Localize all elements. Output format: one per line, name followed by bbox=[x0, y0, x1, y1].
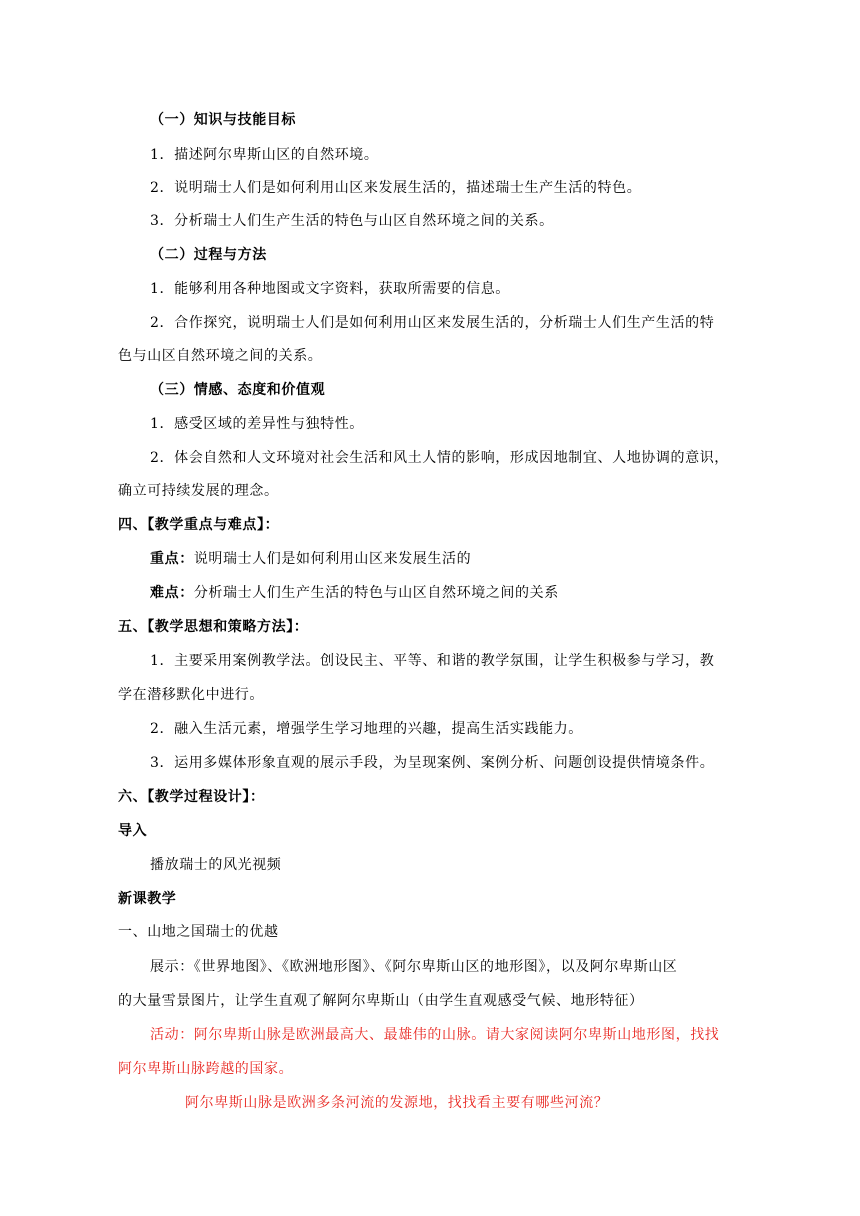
paragraph: 2．合作探究，说明瑞士人们是如何利用山区来发展生活的，分析瑞士人们生产生活的特 bbox=[150, 315, 715, 331]
paragraph: 2．体会自然和人文环境对社会生活和风土人情的影响，形成因地制宜、人地协调的意识， bbox=[150, 450, 729, 466]
activity-text: 活动：阿尔卑斯山脉是欧洲最高大、最雄伟的山脉。请大家阅读阿尔卑斯山地形图，找找 bbox=[150, 1027, 720, 1043]
paragraph-continuation: 色与山区自然环境之间的关系。 bbox=[118, 348, 323, 364]
key-point-row bbox=[150, 549, 471, 569]
section-heading-teaching-process: 六、【教学过程设计】： bbox=[118, 789, 265, 805]
section-heading-teaching-strategy: 五、【教学思想和策略方法】： bbox=[118, 619, 309, 635]
paragraph-continuation: 学在潜移默化中进行。 bbox=[118, 687, 264, 703]
subheading-introduction: 导入 bbox=[118, 823, 148, 839]
paragraph: 1．感受区域的差异性与独特性。 bbox=[150, 416, 364, 432]
paragraph: 1．描述阿尔卑斯山区的自然环境。 bbox=[150, 147, 379, 163]
difficult-point-label: 难点： bbox=[150, 585, 194, 601]
key-point-text: 说明瑞士人们是如何利用山区来发展生活的 bbox=[193, 551, 472, 567]
river-question: 阿尔卑斯山脉是欧洲多条河流的发源地，找找看主要有哪些河流？ bbox=[185, 1095, 609, 1111]
section-heading-process-method: （二）过程与方法 bbox=[150, 247, 267, 263]
paragraph-continuation: 的大量雪景图片，让学生直观了解阿尔卑斯山（由学生直观感受气候、地形特征） bbox=[118, 993, 644, 1009]
part-title: 一、山地之国瑞士的优越 bbox=[118, 924, 279, 940]
key-point-label: 重点： bbox=[150, 551, 194, 567]
activity-text-continuation: 阿尔卑斯山脉跨越的国家。 bbox=[118, 1061, 294, 1077]
difficult-point-text: 分析瑞士人们生产生活的特色与山区自然环境之间的关系 bbox=[193, 585, 559, 601]
paragraph: 播放瑞士的风光视频 bbox=[150, 857, 282, 873]
paragraph: 1．能够利用各种地图或文字资料，获取所需要的信息。 bbox=[150, 281, 510, 297]
paragraph-continuation: 确立可持续发展的理念。 bbox=[118, 483, 279, 499]
paragraph: 2．说明瑞士人们是如何利用山区来发展生活的，描述瑞士生产生活的特色。 bbox=[150, 180, 642, 196]
paragraph: 1．主要采用案例教学法。创设民主、平等、和谐的教学氛围，让学生积极参与学习，教 bbox=[150, 653, 715, 669]
paragraph: 展示：《世界地图》、《欧洲地形图》、《阿尔卑斯山区的地形图》，以及阿尔卑斯山区 bbox=[150, 959, 678, 975]
subheading-new-lesson: 新课教学 bbox=[118, 891, 177, 907]
section-heading-key-difficult: 四、【教学重点与难点】： bbox=[118, 517, 280, 533]
paragraph: 3．运用多媒体形象直观的展示手段，为呈现案例、案例分析、问题创设提供情境条件。 bbox=[150, 755, 715, 771]
difficult-point-row bbox=[150, 583, 559, 603]
section-heading-emotion-values: （三）情感、态度和价值观 bbox=[150, 382, 326, 398]
section-heading-knowledge-skills: （一）知识与技能目标 bbox=[150, 112, 296, 128]
paragraph: 3．分析瑞士人们生产生活的特色与山区自然环境之间的关系。 bbox=[150, 213, 554, 229]
paragraph: 2．融入生活元素，增强学生学习地理的兴趣，提高生活实践能力。 bbox=[150, 721, 583, 737]
